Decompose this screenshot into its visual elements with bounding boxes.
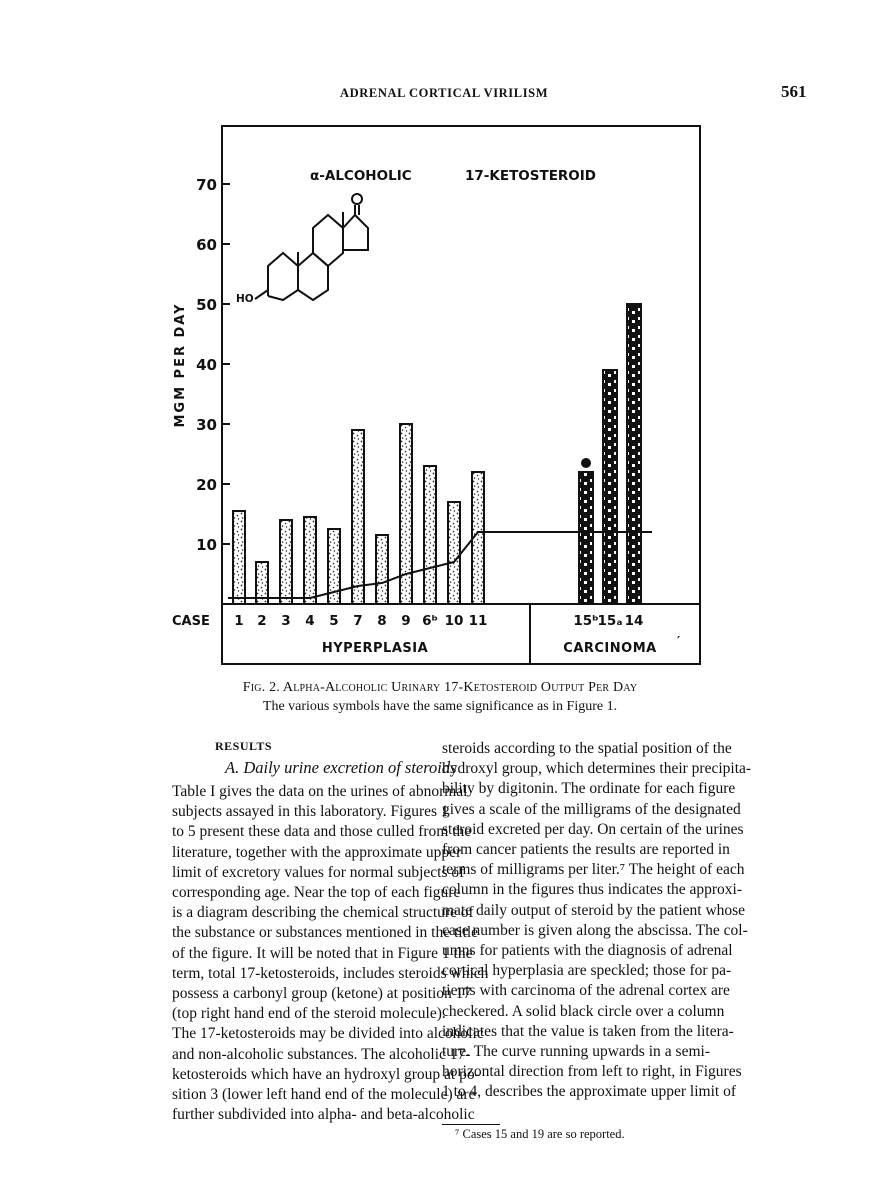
body-text-line: subjects assayed in this laboratory. Figures 1 xyxy=(172,803,449,821)
x-tick-label: 15ᵇ xyxy=(573,613,599,629)
body-text-line: of the figure. It will be noted that in Figure 1 the xyxy=(172,944,473,962)
chart-title-left: α-ALCOHOLIC xyxy=(310,168,412,184)
steroid-structure-diagram xyxy=(255,194,368,300)
body-text-line: umns for patients with the diagnosis of adrenal xyxy=(442,942,733,960)
section-heading: RESULTS xyxy=(215,739,273,753)
x-tick-label: 9 xyxy=(401,613,411,629)
body-text-line: tients with carcinoma of the adrenal cortex are xyxy=(442,982,730,1000)
body-text-line: hydroxyl group, which determines their precipita- xyxy=(442,760,752,778)
footnote-rule xyxy=(442,1124,500,1125)
body-text-line: Table I gives the data on the urines of abnormal xyxy=(172,783,468,800)
x-tick-label: 11 xyxy=(468,613,488,629)
body-column-left xyxy=(172,782,489,1125)
bar-carcinoma-case-14 xyxy=(627,304,641,604)
x-tick-label: 3 xyxy=(281,613,291,629)
x-tick-label: 4 xyxy=(305,613,315,629)
x-tick-label: 2 xyxy=(257,613,267,629)
footnote: ⁷ Cases 15 and 19 are so reported. xyxy=(455,1127,625,1141)
x-tick-label: 15ₐ xyxy=(597,613,623,629)
body-text-line: possess a carbonyl group (ketone) at position 17 xyxy=(172,985,472,1003)
structure-ho-label: HO xyxy=(236,293,254,305)
body-text-line: limit of excretory values for normal subjects of xyxy=(172,863,465,881)
x-tick-label: 5 xyxy=(329,613,339,629)
body-text-line: cortical hyperplasia are speckled; those for pa- xyxy=(442,962,732,980)
x-tick-label: 1 xyxy=(234,613,244,629)
running-head: ADRENAL CORTICAL VIRILISM xyxy=(340,86,549,100)
bar-hyperplasia-case-3 xyxy=(280,520,292,604)
body-text-line: from cancer patients the results are reported in xyxy=(442,841,730,859)
body-text-line: is a diagram describing the chemical structure of xyxy=(172,904,474,922)
figure-caption-subtitle: The various symbols have the same significance as in Figure 1. xyxy=(262,699,618,714)
body-text-line: terms of milligrams per liter.⁷ The height of each xyxy=(442,861,745,879)
group-label-carcinoma: CARCINOMA xyxy=(563,641,657,656)
page-number: 561 xyxy=(781,82,807,101)
y-tick-label: 70 xyxy=(196,176,217,194)
body-column-right xyxy=(442,739,752,1103)
body-text-line: ture. The curve running upwards in a semi- xyxy=(442,1043,710,1061)
literature-marker xyxy=(581,458,591,468)
body-text-line: (top right hand end of the steroid molecule). xyxy=(172,1005,446,1023)
body-text-line: term, total 17-ketosteroids, includes steroids which xyxy=(172,964,489,982)
bar-hyperplasia-case-9 xyxy=(400,424,412,604)
bar-hyperplasia-case-4 xyxy=(304,517,316,604)
body-text-line: sition 3 (lower left hand end of the molecule) are xyxy=(172,1086,476,1104)
body-text-line: literature, together with the approximate upper xyxy=(172,843,462,861)
bar-hyperplasia-case-6b xyxy=(424,466,436,604)
x-tick-label: 8 xyxy=(377,613,387,629)
y-tick-label: 10 xyxy=(196,536,217,554)
bar-carcinoma-case-15a xyxy=(603,370,617,604)
x-tick-label: 10 xyxy=(444,613,464,629)
body-text-line: indicates that the value is taken from the litera- xyxy=(442,1022,734,1040)
y-tick-label: 60 xyxy=(196,236,217,254)
bar-hyperplasia-case-10 xyxy=(448,502,460,604)
body-text-line: case number is given along the abscissa. The col- xyxy=(442,921,748,939)
y-tick-label: 30 xyxy=(196,416,217,434)
bar-hyperplasia-case-1 xyxy=(233,511,245,604)
body-text-line: and non-alcoholic substances. The alcoholic 17- xyxy=(172,1045,471,1063)
x-tick-label: 7 xyxy=(353,613,363,629)
stray-mark: ′ xyxy=(677,634,681,648)
body-text-line: the substance or substances mentioned in the title xyxy=(172,924,479,942)
bar-carcinoma-case-15b xyxy=(579,472,593,604)
x-tick-label: 14 xyxy=(624,613,644,629)
body-text-line: 1 to 4, describes the approximate upper limit of xyxy=(442,1083,736,1101)
body-text-line: steroid excreted per day. On certain of the urines xyxy=(442,820,744,838)
body-text-line: horizontal direction from left to right, in Figures xyxy=(442,1063,742,1081)
body-text-line: bility by digitonin. The ordinate for each figure xyxy=(442,780,736,798)
y-tick-label: 40 xyxy=(196,356,217,374)
body-text-line: gives a scale of the milligrams of the designated xyxy=(442,800,741,818)
y-axis-label: MGM PER DAY xyxy=(173,302,188,428)
group-label-hyperplasia: HYPERPLASIA xyxy=(321,641,429,656)
body-text-line: corresponding age. Near the top of each figure xyxy=(172,884,461,902)
x-axis-case-label: CASE xyxy=(172,614,210,629)
body-text-line: checkered. A solid black circle over a column xyxy=(442,1002,725,1020)
body-text-line: The 17-ketosteroids may be divided into alcoholic xyxy=(172,1025,484,1043)
body-text-line: further subdivided into alpha- and beta-alcoholic xyxy=(172,1106,475,1124)
bar-hyperplasia-case-7 xyxy=(352,430,364,604)
y-tick-label: 50 xyxy=(196,296,217,314)
body-text-line: mate daily output of steroid by the patient whose xyxy=(442,901,746,919)
subsection-heading: A. Daily urine excretion of steroids xyxy=(225,758,457,777)
body-text-line: steroids according to the spatial position of the xyxy=(442,740,732,757)
chart-title-right: 17-KETOSTEROID xyxy=(465,168,597,184)
body-text-line: to 5 present these data and those culled from the xyxy=(172,823,472,841)
bar-hyperplasia-case-8 xyxy=(376,535,388,604)
body-text-line: ketosteroids which have an hydroxyl group at po- xyxy=(172,1065,480,1083)
body-text-line: column in the figures thus indicates the approxi- xyxy=(442,881,743,899)
y-tick-label: 20 xyxy=(196,476,217,494)
figure-caption-title: Fig. 2. Alpha-Alcoholic Urinary 17-Ketosteroid Output Per Day xyxy=(242,680,638,695)
x-tick-label: 6ᵇ xyxy=(422,613,438,629)
